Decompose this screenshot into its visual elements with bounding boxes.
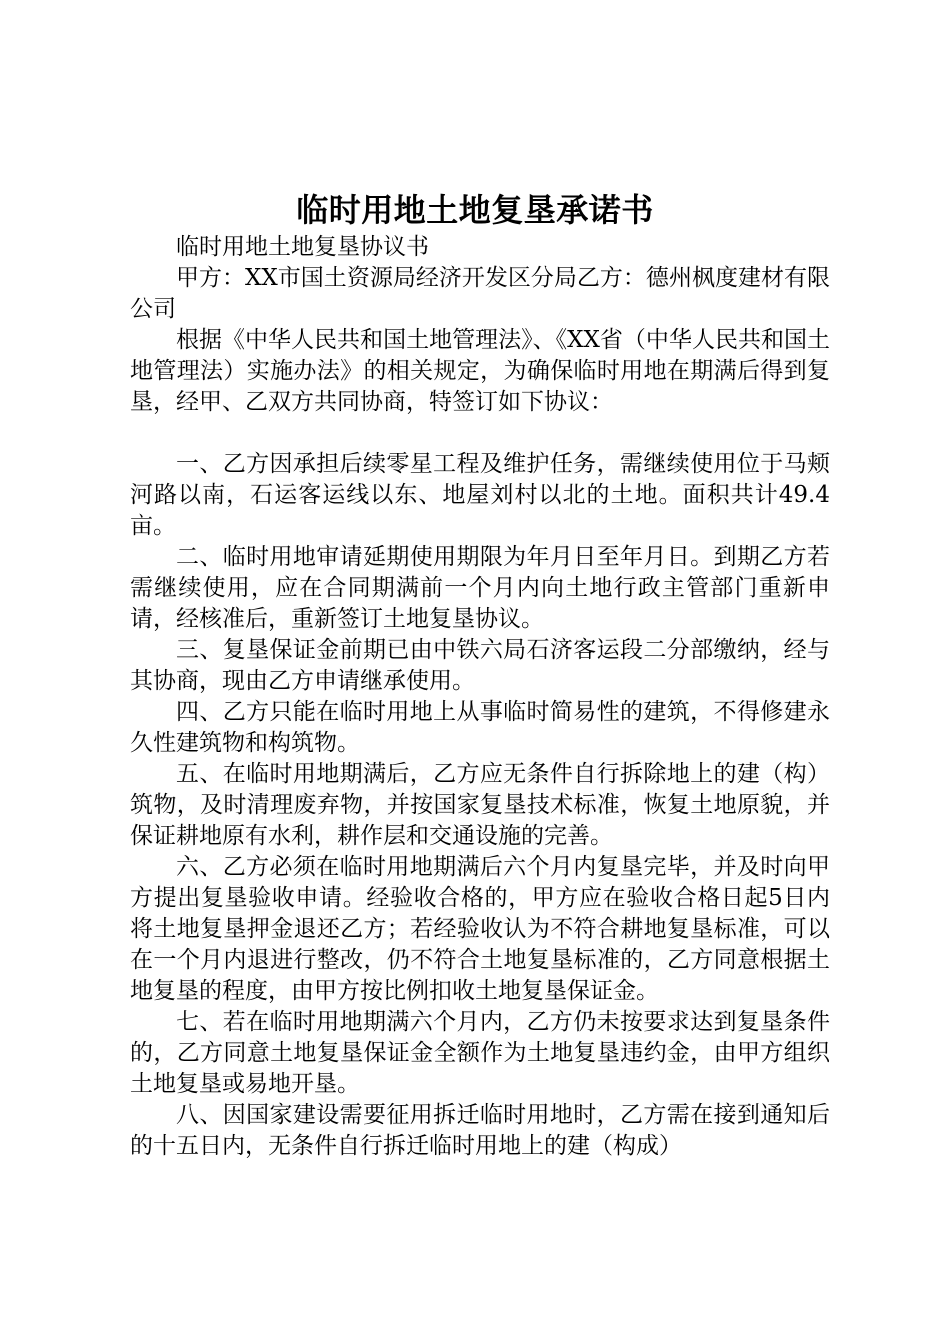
document-body (130, 232, 830, 1162)
clause-8: 八、因国家建设需要征用拆迁临时用地时，乙方需在接到通知后的十五日内，无条件自行拆迁临时用地上的建（构成） (130, 1102, 830, 1159)
clause-6: 六、乙方必须在临时用地期满后六个月内复垦完毕，并及时向甲方提出复垦验收申请。经验收合格的，甲方应在验收合格日起5日内将土地复垦押金退还乙方；若经验收认为不符合耕地复垦标准，可以在一个月内退进行整改，仍不符合土地复垦标准的，乙方同意根据土地复垦的程度，由甲方按比例扣收土地复垦保证金。 (130, 854, 830, 1004)
parties-paragraph: 甲方：XX市国土资源局经济开发区分局乙方：德州枫度建材有限公司 (130, 265, 830, 322)
clause-2: 二、临时用地审请延期使用期限为年月日至年月日。到期乙方若需继续使用，应在合同期满前一个月内向土地行政主管部门重新申请，经核准后，重新签订土地复垦协议。 (130, 544, 830, 632)
clause-4: 四、乙方只能在临时用地上从事临时简易性的建筑，不得修建永久性建筑物和构筑物。 (130, 699, 830, 756)
clause-3: 三、复垦保证金前期已由中铁六局石济客运段二分部缴纳，经与其协商，现由乙方申请继承使用。 (130, 637, 830, 694)
document-title: 临时用地土地复垦承诺书 (296, 191, 654, 229)
clause-7: 七、若在临时用地期满六个月内，乙方仍未按要求达到复垦条件的，乙方同意土地复垦保证金全额作为土地复垦违约金，由甲方组织土地复垦或易地开垦。 (130, 1009, 830, 1097)
clause-5: 五、在临时用地期满后，乙方应无条件自行拆除地上的建（构）筑物，及时清理废弃物，并按国家复垦技术标准，恢复土地原貌，并保证耕地原有水利，耕作层和交通设施的完善。 (130, 761, 830, 849)
preamble-paragraph: 根据《中华人民共和国土地管理法》、《XX省（中华人民共和国土地管理法）实施办法》的相关规定，为确保临时用地在期满后得到复垦，经甲、乙双方共同协商，特签订如下协议： (130, 327, 830, 415)
agreement-heading: 临时用地土地复垦协议书 (176, 234, 429, 260)
clause-1: 一、乙方因承担后续零星工程及维护任务，需继续使用位于马颊河路以南，石运客运线以东、地屋刘村以北的土地。面积共计49.4亩。 (130, 451, 830, 539)
